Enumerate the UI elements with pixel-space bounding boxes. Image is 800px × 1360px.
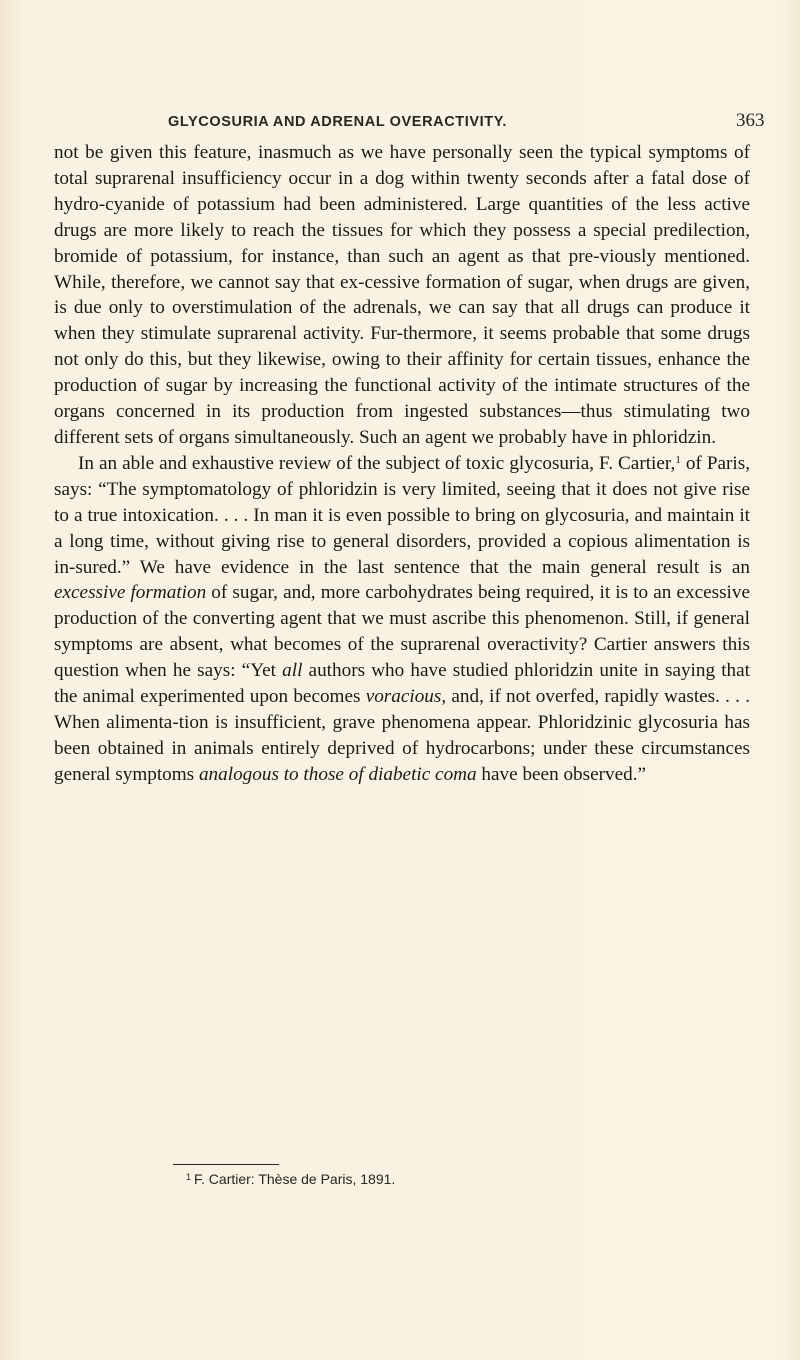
emphasis-voracious: voracious,: [365, 686, 447, 708]
paragraph-1: not be given this feature, inasmuch as we have personally seen the typical symptoms of total suprarenal insufficiency occur in a dog within twenty seconds after a fatal dose of hydro-cyanide of potassium had been administered. Large quantities of the less active drugs are more likely to reach the tissues for which they possess a special predilection, bromide of potassium, for instance, than such an agent as that pre-viously mentioned. While, therefore, we cannot say that ex-cessive formation of sugar, when drugs are given, is due only to overstimulation of the adrenals, we can say that all drugs can produce it when they stimulate suprarenal activity. Fur-thermore, it seems probable that some drugs not only do this, but they likewise, owing to their affinity for certain tissues, enhance the production of sugar by increasing the functional activity of the intimate structures of the organs concerned in its production from ingested substances—thus stimulating two different sets of organs simultaneously. Such an agent we probably have in phloridzin.: [54, 142, 750, 448]
page-number: 363: [736, 110, 765, 131]
body-text: [54, 140, 750, 788]
emphasis-excessive-formation: excessive formation: [54, 582, 207, 604]
paragraph-2-text-3: of sugar, and, more carbohydrates being required, it is to an excessive production of the converting agent that we must ascribe this phenomenon. Still, if general symptoms are absent, what becomes of the suprarenal overactivity? Cartier answers this question when he says: “Yet: [54, 582, 750, 682]
footnote-divider: [173, 1164, 279, 1165]
paragraph-2-text-1: In an able and exhaustive review of the subject of toxic glycosuria, F. Cartier,: [78, 452, 676, 474]
footnote-reference[interactable]: 1: [675, 453, 681, 466]
paragraph-2-text-2: of Paris, says: “The symptomatology of phloridzin is very limited, seeing that it does not give rise to a true intoxication. . . . In man it is even possible to bring on glycosuria, and maintain it a long time, without giving rise to general disorders, provided a copious alimentation is in-sured.” We have evidence in the last sentence that the main general result is an: [54, 452, 751, 578]
paragraph-2-text-6: have been observed.”: [476, 763, 647, 785]
running-head: GLYCOSURIA AND ADRENAL OVERACTIVITY.: [168, 114, 508, 130]
paragraph-2: [54, 451, 750, 788]
emphasis-all: all: [282, 660, 303, 682]
paragraph-2-text-4: authors who have studied phloridzin unite in saying that the animal experimented upon becomes: [54, 660, 750, 708]
emphasis-diabetic-coma: analogous to those of diabetic coma: [198, 763, 477, 785]
paragraph-2-text-5: and, if not overfed, rapidly wastes. . . . When alimenta-tion is insufficient, grave phenomena appear. Phloridzinic glycosuria has been obtained in animals entirely deprived of hydrocarbons; under these circumstances general symptoms: [54, 686, 750, 785]
footnote-mark: 1: [186, 1172, 192, 1182]
footnote-text: F. Cartier: Thèse de Paris, 1891.: [194, 1171, 396, 1187]
footnote: [186, 1171, 395, 1187]
